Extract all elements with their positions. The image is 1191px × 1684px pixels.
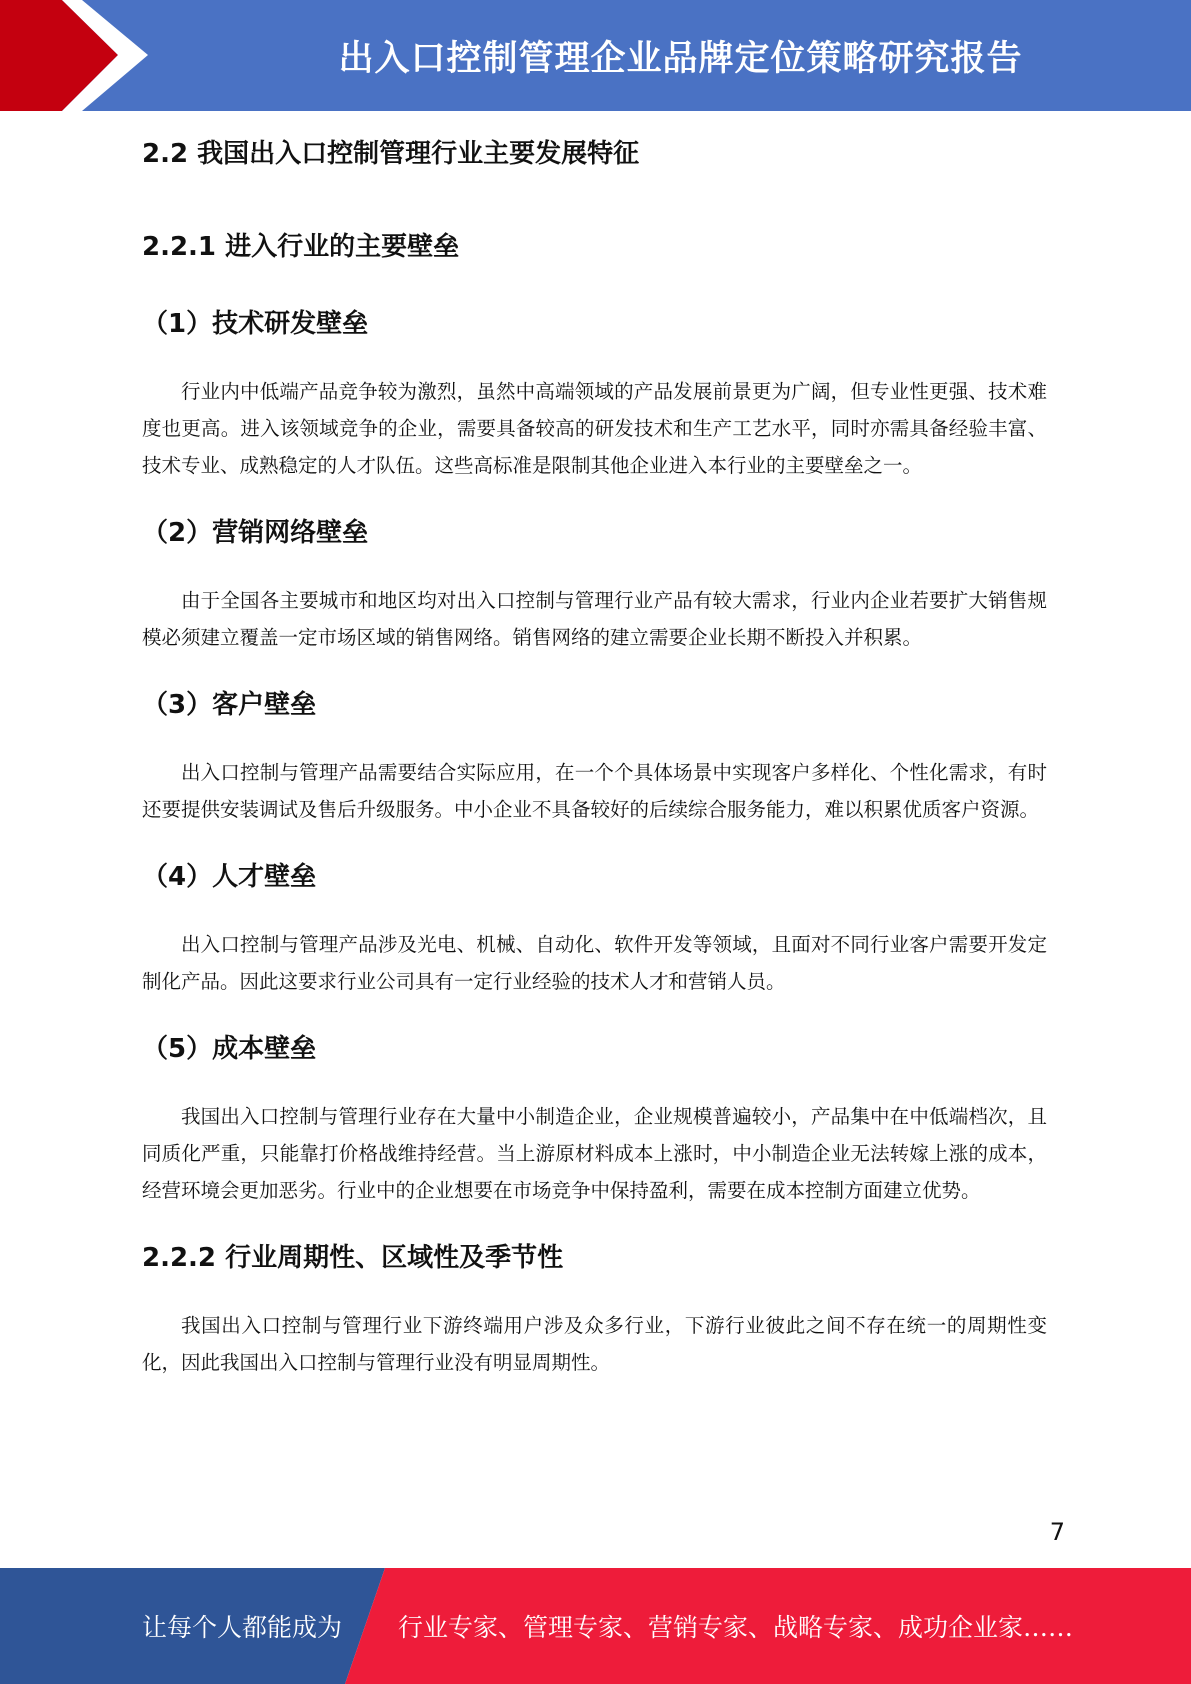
section-heading-2-2-2: 2.2.2 行业周期性、区域性及季节性 <box>142 1243 564 1273</box>
section-heading-2-2-1: 2.2.1 进入行业的主要壁垒 <box>142 232 460 262</box>
report-title: 出入口控制管理企业品牌定位策略研究报告 <box>338 38 1023 79</box>
barrier-heading-customer: （3）客户壁垒 <box>142 690 317 720</box>
footer-slogan-left: 让每个人都能成为 <box>142 1613 343 1642</box>
section-heading-2-2: 2.2 我国出入口控制管理行业主要发展特征 <box>142 139 640 169</box>
barrier-paragraph-marketing: 由于全国各主要城市和地区均对出入口控制与管理行业产品有较大需求，行业内企业若要扩大销售规模必须建立覆盖一定市场区域的销售网络。销售网络的建立需要企业长期不断投入并积累。 <box>142 589 1047 649</box>
barrier-heading-tech: （1）技术研发壁垒 <box>142 309 369 339</box>
header-arrow-decoration <box>0 0 160 111</box>
page-footer <box>0 1568 1191 1684</box>
document-body <box>142 125 1047 1381</box>
barrier-heading-marketing: （2）营销网络壁垒 <box>142 518 369 548</box>
barrier-heading-talent: （4）人才壁垒 <box>142 862 317 892</box>
footer-slogan-right: 行业专家、管理专家、营销专家、战略专家、成功企业家…… <box>398 1613 1074 1642</box>
barrier-heading-cost: （5）成本壁垒 <box>142 1034 317 1064</box>
barrier-paragraph-tech: 行业内中低端产品竞争较为激烈，虽然中高端领域的产品发展前景更为广阔，但专业性更强、技术难度也更高。进入该领域竞争的企业，需要具备较高的研发技术和生产工艺水平，同时亦需具备经验丰富、技术专业、成熟稳定的人才队伍。这些高标准是限制其他企业进入本行业的主要壁垒之一。 <box>142 380 1047 477</box>
barrier-paragraph-customer: 出入口控制与管理产品需要结合实际应用，在一个个具体场景中实现客户多样化、个性化需求，有时还要提供安装调试及售后升级服务。中小企业不具备较好的后续综合服务能力，难以积累优质客户资源。 <box>142 761 1047 821</box>
page-header <box>0 0 1191 111</box>
barrier-paragraph-talent: 出入口控制与管理产品涉及光电、机械、自动化、软件开发等领域，且面对不同行业客户需要开发定制化产品。因此这要求行业公司具有一定行业经验的技术人才和营销人员。 <box>142 933 1047 993</box>
barrier-paragraph-cost: 我国出入口控制与管理行业存在大量中小制造企业，企业规模普遍较小，产品集中在中低端档次，且同质化严重，只能靠打价格战维持经营。当上游原材料成本上涨时，中小制造企业无法转嫁上涨的成本，经营环境会更加恶劣。行业中的企业想要在市场竞争中保持盈利，需要在成本控制方面建立优势。 <box>142 1105 1047 1202</box>
page-number: 7 <box>1049 1518 1065 1546</box>
section-paragraph-2-2-2: 我国出入口控制与管理行业下游终端用户涉及众多行业，下游行业彼此之间不存在统一的周期性变化，因此我国出入口控制与管理行业没有明显周期性。 <box>142 1314 1047 1374</box>
